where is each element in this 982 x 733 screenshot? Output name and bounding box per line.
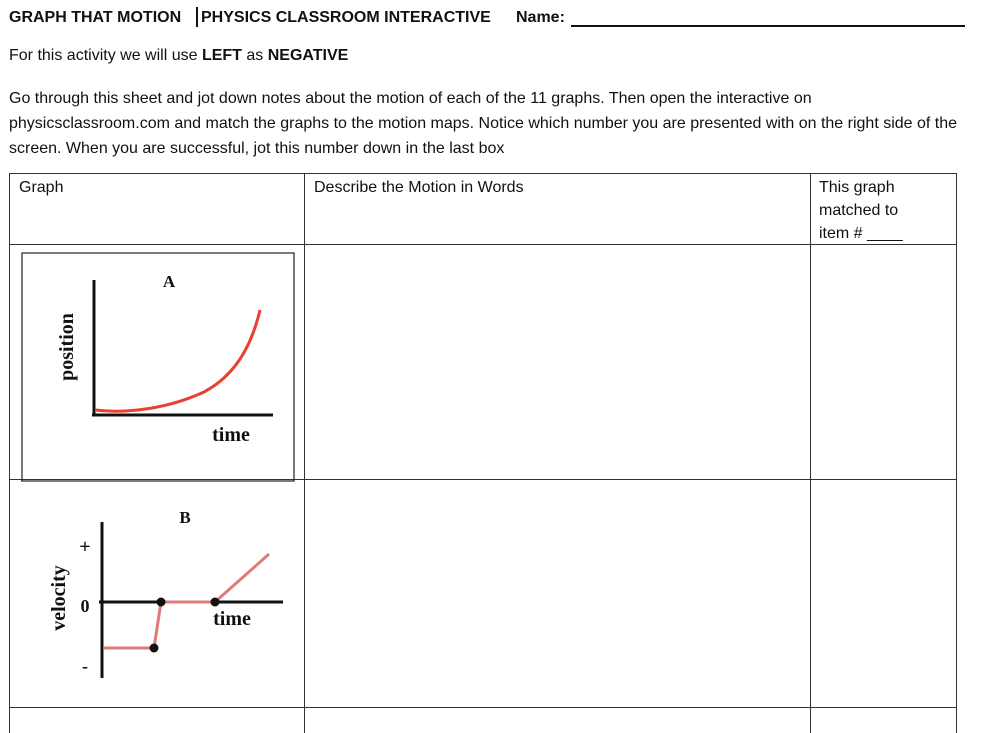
row-a-description-cell[interactable] [305,245,810,479]
graph-a-curve [95,310,260,411]
header-describe-motion: Describe the Motion in Words [314,179,524,196]
row-b-description-cell[interactable] [305,480,810,707]
intro-direction-note [9,47,348,65]
graph-a-x-axis-label: time [212,424,250,446]
header-match-line1: This graph [819,179,895,196]
graph-b-zero-tick: 0 [80,596,90,616]
name-label: Name: [516,9,565,26]
graph-b-minus-tick: - [82,656,88,676]
graph-a-y-axis-label: position [56,313,78,381]
row-b-match-cell[interactable] [811,480,956,707]
row-a-match-cell[interactable] [811,245,956,479]
instructions-paragraph: Go through this sheet and jot down notes about the motion of each of the 11 graphs. Then open the interactive on physicsclassroom.com and match the graphs to the motion maps. Notice which number you are presented with on the right side of the screen. When you are successful, jot this number down in the last box [9,90,958,157]
graph-b-label: B [179,508,191,527]
title-graph-that-motion: GRAPH THAT MOTION [9,9,182,26]
title-divider [196,7,198,27]
header-match-line3: item # ____ [819,225,903,242]
intro-negative-word: NEGATIVE [267,47,349,64]
table-border-top [9,173,957,174]
graph-b-point-2 [157,598,166,607]
graph-b-y-axis-label: velocity [48,565,70,631]
header-match-line2: matched to [819,202,899,219]
graph-a-label: A [162,272,176,291]
intro-prefix: For this activity we will use [9,47,202,64]
graph-a-position-time [19,252,297,482]
table-border-right [956,173,957,733]
header-graph: Graph [19,179,64,196]
graph-b-point-3 [211,598,220,607]
table-border-left [9,173,10,733]
title-physics-classroom: PHYSICS CLASSROOM INTERACTIVE [201,9,491,26]
graph-b-point-1 [150,644,159,653]
worksheet-header [9,7,959,29]
graph-b-x-axis-label: time [213,608,251,630]
graph-b-plus-tick: + [79,536,91,558]
intro-as-word: as [241,47,268,64]
intro-left-word: LEFT [201,47,242,64]
graph-b-velocity-time [19,486,297,708]
name-blank-line[interactable] [571,25,965,27]
